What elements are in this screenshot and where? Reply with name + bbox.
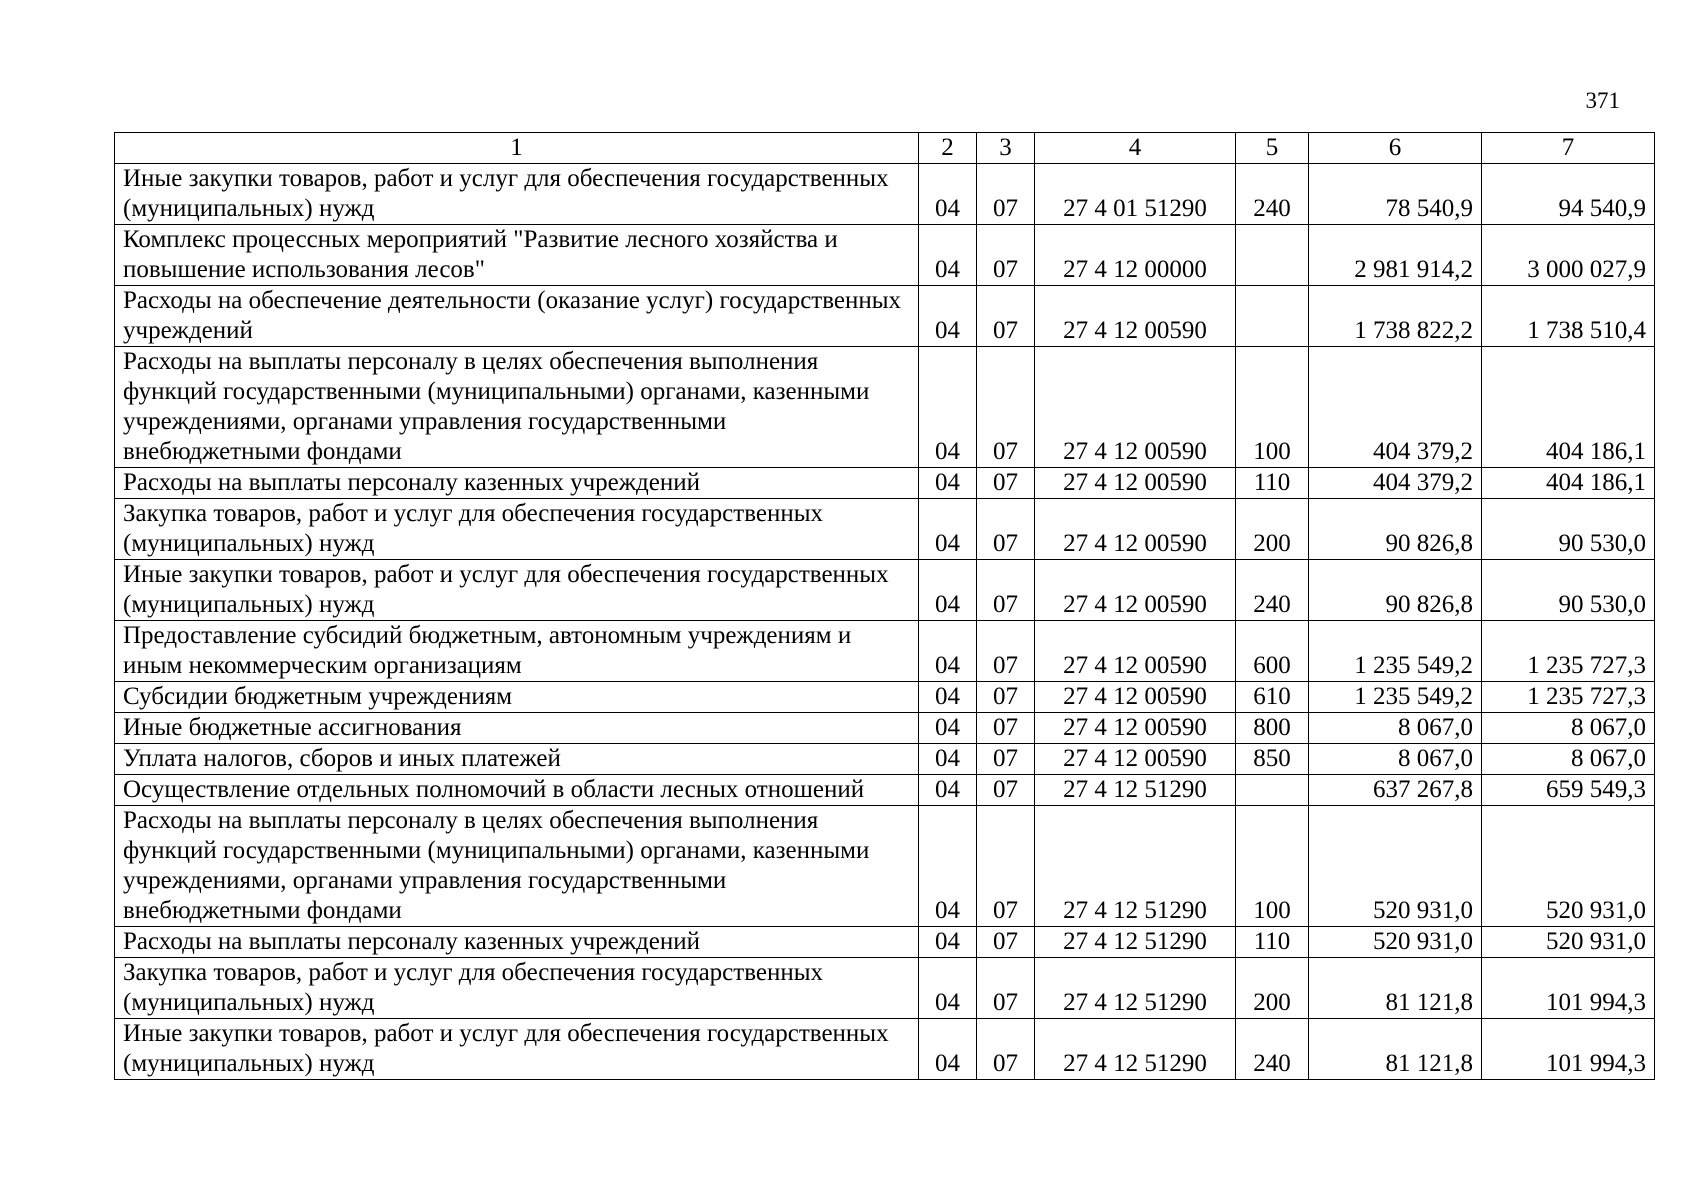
amount-col6-cell: 520 931,0 — [1309, 927, 1482, 958]
header-cell-1: 1 — [115, 133, 919, 164]
amount-col7-cell: 520 931,0 — [1482, 806, 1655, 927]
table-row — [115, 621, 1655, 682]
page-number: 371 — [1585, 88, 1620, 113]
target-article-cell: 27 4 12 00590 — [1035, 621, 1236, 682]
target-article-cell: 27 4 12 00000 — [1035, 225, 1236, 286]
amount-col7-cell: 8 067,0 — [1482, 744, 1655, 775]
table-row — [115, 713, 1655, 744]
table-row — [115, 775, 1655, 806]
expense-type-cell: 100 — [1236, 347, 1309, 468]
table-row — [115, 560, 1655, 621]
table-row — [115, 682, 1655, 713]
amount-col6-cell: 1 235 549,2 — [1309, 682, 1482, 713]
section-code-cell: 04 — [919, 225, 977, 286]
section-code-cell: 04 — [919, 164, 977, 225]
amount-col7-cell: 101 994,3 — [1482, 1019, 1655, 1080]
subsection-code-cell: 07 — [977, 713, 1035, 744]
header-cell-4: 4 — [1035, 133, 1236, 164]
row-name-cell: Иные закупки товаров, работ и услуг для обеспечения государственных (муниципальных) нужд — [115, 164, 919, 225]
subsection-code-cell: 07 — [977, 164, 1035, 225]
expense-type-cell — [1236, 286, 1309, 347]
row-name-cell: Расходы на выплаты персоналу казенных учреждений — [115, 927, 919, 958]
amount-col6-cell: 1 738 822,2 — [1309, 286, 1482, 347]
amount-col6-cell: 637 267,8 — [1309, 775, 1482, 806]
amount-col7-cell: 1 235 727,3 — [1482, 682, 1655, 713]
amount-col6-cell: 520 931,0 — [1309, 806, 1482, 927]
header-cell-7: 7 — [1482, 133, 1655, 164]
amount-col7-cell: 3 000 027,9 — [1482, 225, 1655, 286]
table-row — [115, 499, 1655, 560]
row-name-cell: Иные закупки товаров, работ и услуг для обеспечения государственных (муниципальных) нужд — [115, 560, 919, 621]
amount-col7-cell: 101 994,3 — [1482, 958, 1655, 1019]
row-name-cell: Осуществление отдельных полномочий в области лесных отношений — [115, 775, 919, 806]
subsection-code-cell: 07 — [977, 225, 1035, 286]
subsection-code-cell: 07 — [977, 682, 1035, 713]
target-article-cell: 27 4 12 00590 — [1035, 347, 1236, 468]
amount-col7-cell: 94 540,9 — [1482, 164, 1655, 225]
table-row — [115, 927, 1655, 958]
row-name-cell: Закупка товаров, работ и услуг для обеспечения государственных (муниципальных) нужд — [115, 499, 919, 560]
section-code-cell: 04 — [919, 775, 977, 806]
row-name-cell: Закупка товаров, работ и услуг для обеспечения государственных (муниципальных) нужд — [115, 958, 919, 1019]
target-article-cell: 27 4 12 51290 — [1035, 927, 1236, 958]
expense-type-cell: 110 — [1236, 927, 1309, 958]
table-row — [115, 164, 1655, 225]
table-row — [115, 286, 1655, 347]
section-code-cell: 04 — [919, 560, 977, 621]
section-code-cell: 04 — [919, 499, 977, 560]
section-code-cell: 04 — [919, 621, 977, 682]
amount-col7-cell: 1 738 510,4 — [1482, 286, 1655, 347]
target-article-cell: 27 4 12 00590 — [1035, 499, 1236, 560]
amount-col7-cell: 404 186,1 — [1482, 468, 1655, 499]
target-article-cell: 27 4 12 51290 — [1035, 958, 1236, 1019]
header-cell-3: 3 — [977, 133, 1035, 164]
section-code-cell: 04 — [919, 682, 977, 713]
subsection-code-cell: 07 — [977, 1019, 1035, 1080]
amount-col6-cell: 8 067,0 — [1309, 744, 1482, 775]
row-name-cell: Иные закупки товаров, работ и услуг для обеспечения государственных (муниципальных) нужд — [115, 1019, 919, 1080]
section-code-cell: 04 — [919, 347, 977, 468]
amount-col7-cell: 520 931,0 — [1482, 927, 1655, 958]
amount-col7-cell: 8 067,0 — [1482, 713, 1655, 744]
table-row — [115, 468, 1655, 499]
row-name-cell: Уплата налогов, сборов и иных платежей — [115, 744, 919, 775]
amount-col6-cell: 78 540,9 — [1309, 164, 1482, 225]
amount-col6-cell: 8 067,0 — [1309, 713, 1482, 744]
amount-col6-cell: 90 826,8 — [1309, 560, 1482, 621]
target-article-cell: 27 4 12 51290 — [1035, 775, 1236, 806]
expense-type-cell — [1236, 225, 1309, 286]
target-article-cell: 27 4 12 00590 — [1035, 468, 1236, 499]
target-article-cell: 27 4 12 00590 — [1035, 744, 1236, 775]
target-article-cell: 27 4 12 00590 — [1035, 286, 1236, 347]
amount-col6-cell: 81 121,8 — [1309, 1019, 1482, 1080]
expense-type-cell: 200 — [1236, 958, 1309, 1019]
row-name-cell: Комплекс процессных мероприятий "Развитие лесного хозяйства и повышение использования лесов" — [115, 225, 919, 286]
amount-col6-cell: 90 826,8 — [1309, 499, 1482, 560]
target-article-cell: 27 4 12 51290 — [1035, 1019, 1236, 1080]
row-name-cell: Иные бюджетные ассигнования — [115, 713, 919, 744]
row-name-cell: Расходы на выплаты персоналу в целях обеспечения выполнения функций государственными (муниципальными) органами, казенными учреждениями, органами управления государственными внебюджетными фондами — [115, 347, 919, 468]
subsection-code-cell: 07 — [977, 286, 1035, 347]
budget-table — [114, 132, 1655, 1080]
target-article-cell: 27 4 12 00590 — [1035, 682, 1236, 713]
amount-col6-cell: 404 379,2 — [1309, 347, 1482, 468]
section-code-cell: 04 — [919, 958, 977, 1019]
amount-col6-cell: 404 379,2 — [1309, 468, 1482, 499]
subsection-code-cell: 07 — [977, 468, 1035, 499]
table-row — [115, 225, 1655, 286]
expense-type-cell: 600 — [1236, 621, 1309, 682]
expense-type-cell: 240 — [1236, 1019, 1309, 1080]
row-name-cell: Предоставление субсидий бюджетным, автономным учреждениям и иным некоммерческим организациям — [115, 621, 919, 682]
subsection-code-cell: 07 — [977, 958, 1035, 1019]
table-row — [115, 806, 1655, 927]
expense-type-cell: 850 — [1236, 744, 1309, 775]
amount-col6-cell: 2 981 914,2 — [1309, 225, 1482, 286]
subsection-code-cell: 07 — [977, 927, 1035, 958]
amount-col7-cell: 90 530,0 — [1482, 499, 1655, 560]
amount-col7-cell: 404 186,1 — [1482, 347, 1655, 468]
section-code-cell: 04 — [919, 806, 977, 927]
table-row — [115, 744, 1655, 775]
amount-col6-cell: 1 235 549,2 — [1309, 621, 1482, 682]
subsection-code-cell: 07 — [977, 744, 1035, 775]
table-row — [115, 958, 1655, 1019]
expense-type-cell: 240 — [1236, 560, 1309, 621]
subsection-code-cell: 07 — [977, 806, 1035, 927]
header-cell-5: 5 — [1236, 133, 1309, 164]
section-code-cell: 04 — [919, 927, 977, 958]
subsection-code-cell: 07 — [977, 499, 1035, 560]
target-article-cell: 27 4 12 51290 — [1035, 806, 1236, 927]
table-body — [115, 164, 1655, 1080]
target-article-cell: 27 4 01 51290 — [1035, 164, 1236, 225]
expense-type-cell: 240 — [1236, 164, 1309, 225]
amount-col7-cell: 90 530,0 — [1482, 560, 1655, 621]
section-code-cell: 04 — [919, 713, 977, 744]
amount-col7-cell: 1 235 727,3 — [1482, 621, 1655, 682]
expense-type-cell: 100 — [1236, 806, 1309, 927]
header-cell-6: 6 — [1309, 133, 1482, 164]
row-name-cell: Расходы на выплаты персоналу в целях обеспечения выполнения функций государственными (муниципальными) органами, казенными учреждениями, органами управления государственными внебюджетными фондами — [115, 806, 919, 927]
subsection-code-cell: 07 — [977, 560, 1035, 621]
section-code-cell: 04 — [919, 468, 977, 499]
amount-col7-cell: 659 549,3 — [1482, 775, 1655, 806]
amount-col6-cell: 81 121,8 — [1309, 958, 1482, 1019]
header-row — [115, 133, 1655, 164]
target-article-cell: 27 4 12 00590 — [1035, 713, 1236, 744]
subsection-code-cell: 07 — [977, 621, 1035, 682]
expense-type-cell: 800 — [1236, 713, 1309, 744]
row-name-cell: Субсидии бюджетным учреждениям — [115, 682, 919, 713]
expense-type-cell: 610 — [1236, 682, 1309, 713]
header-cell-2: 2 — [919, 133, 977, 164]
section-code-cell: 04 — [919, 744, 977, 775]
target-article-cell: 27 4 12 00590 — [1035, 560, 1236, 621]
table-row — [115, 347, 1655, 468]
subsection-code-cell: 07 — [977, 775, 1035, 806]
subsection-code-cell: 07 — [977, 347, 1035, 468]
row-name-cell: Расходы на обеспечение деятельности (оказание услуг) государственных учреждений — [115, 286, 919, 347]
expense-type-cell: 110 — [1236, 468, 1309, 499]
table-row — [115, 1019, 1655, 1080]
row-name-cell: Расходы на выплаты персоналу казенных учреждений — [115, 468, 919, 499]
expense-type-cell — [1236, 775, 1309, 806]
section-code-cell: 04 — [919, 1019, 977, 1080]
section-code-cell: 04 — [919, 286, 977, 347]
expense-type-cell: 200 — [1236, 499, 1309, 560]
